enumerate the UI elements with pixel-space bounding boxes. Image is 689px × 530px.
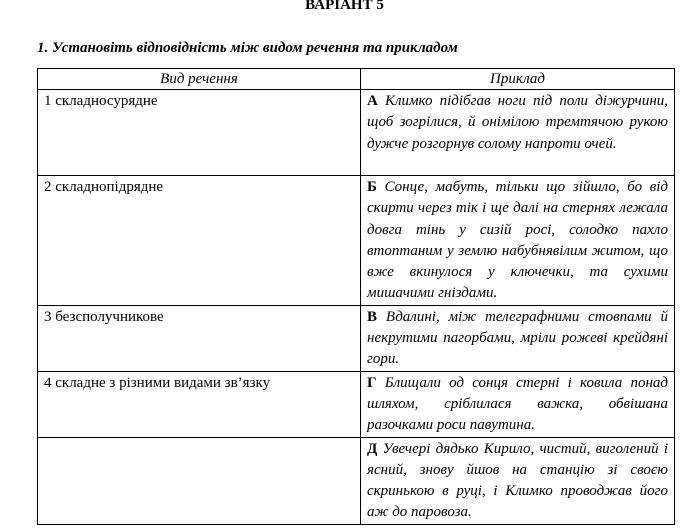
example-cell (361, 176, 675, 306)
table-header-row (38, 69, 675, 90)
example-cell (361, 371, 675, 437)
example-letter: Г (367, 374, 377, 391)
example-text: Увечері дядько Кирило, чистий, виголений і ясний, знову йшов на станцію зі своєю скринькою в руці, і Климко проводжав його аж до паровоза. (367, 440, 668, 521)
sentence-type-cell: 4 складне з різними видами зв’язку (38, 371, 361, 437)
example-letter: Б (367, 179, 377, 195)
column-header-example: Приклад (361, 69, 675, 90)
matching-table (37, 68, 675, 525)
column-header-type: Вид речення (38, 69, 361, 90)
table-row (38, 437, 675, 524)
table-row (38, 371, 675, 437)
sentence-type-cell: 2 складнопідрядне (38, 176, 361, 306)
sentence-type-cell: 3 безсполучникове (38, 305, 361, 371)
example-text: Климко підібгав ноги під поли діжурчини, щоб зогрілися, й онімілою тремтячою рукою дужче розгорнув солому напроти очей. (367, 93, 669, 152)
task-title: 1. Установіть відповідність між видом речення та прикладом (37, 40, 458, 56)
example-cell (361, 305, 675, 371)
example-cell (361, 437, 675, 524)
example-text: Сонце, мабуть, тільки що зійшло, бо від скирти через тік і ще далі на стернях лежала довга тінь у сизій росі, солодко пахло втоптаним у землю набубнявілим житом, що вже вкинулося у ключечки, та сухими мишачими гніздами. (367, 179, 669, 302)
sentence-type-cell: 1 складносурядне (38, 90, 361, 176)
variant-title: ВАРІАНТ 5 (305, 0, 384, 13)
example-text: Блищали од сонця стерні і ковила понад шляхом, сріблилася важка, обвішана разочками роси павутина. (367, 374, 668, 434)
example-letter: А (367, 93, 378, 109)
example-letter: Д (367, 440, 378, 457)
example-cell (361, 90, 675, 176)
table-row (38, 176, 675, 306)
example-text: Вдалині, між телеграфними стовпами й некрутими пагорбами, мріли рожеві крейдяні гори. (367, 308, 669, 368)
example-letter: В (367, 308, 378, 325)
table-row (38, 305, 675, 371)
table-row (38, 90, 675, 176)
sentence-type-cell (38, 437, 361, 524)
